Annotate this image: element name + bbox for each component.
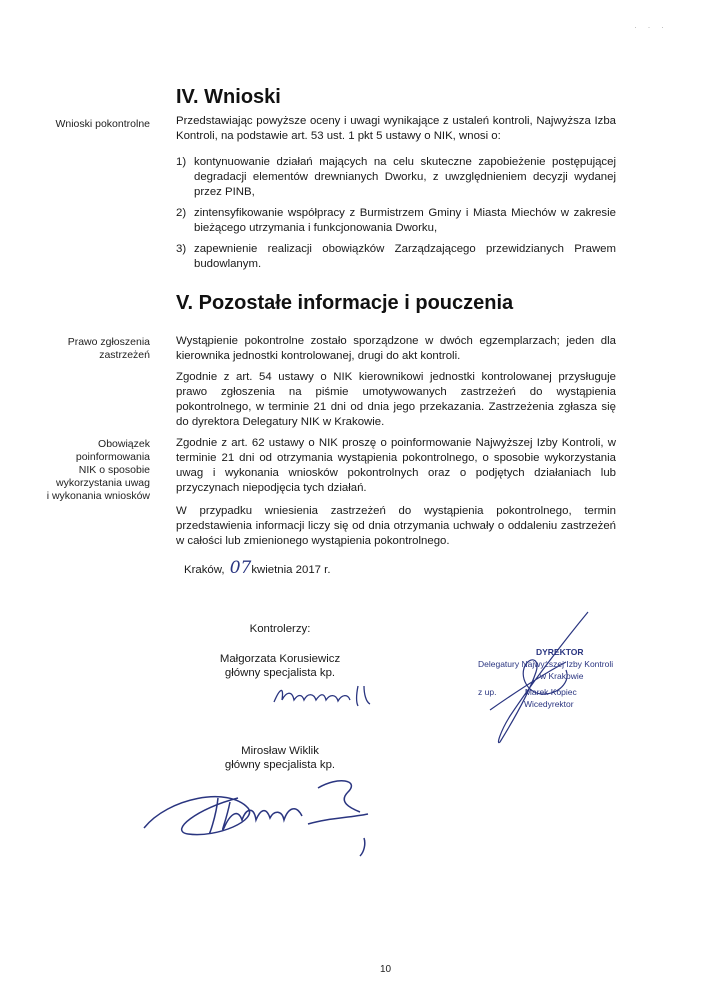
section-iv-title: IV. Wnioski <box>176 86 281 108</box>
signature-2 <box>138 768 408 878</box>
signatory-2-name: Mirosław Wiklik <box>241 745 319 757</box>
signature-1 <box>270 680 380 710</box>
page-number: 10 <box>380 964 392 975</box>
paragraph-art62: Zgodnie z art. 62 ustawy o NIK proszę o poinformowanie Najwyższej Izby Kontroli, w terminie 21 dni od otrzymania wystąpienia pokontrolnego, o sposobie wykorzystania uwag i wykonania wniosków pokontrolnych oraz o podjętych działaniach lub przyczynach niepodjęcia tych działań. <box>176 437 616 494</box>
scan-mark: · · · <box>634 22 668 32</box>
signatory-2-title: główny specjalista kp. <box>224 759 336 771</box>
signatories-heading: Kontrolerzy: <box>249 623 311 635</box>
side-label-obowiazek: Obowiązek poinformowania NIK o sposobie wykorzystania uwag i wykonania wniosków <box>46 438 150 502</box>
signatory-1-title: główny specjalista kp. <box>224 667 336 679</box>
section-v-title: V. Pozostałe informacje i pouczenia <box>176 292 514 314</box>
signatory-1-name: Małgorzata Korusiewicz <box>219 653 341 665</box>
conclusion-item-3: 3) zapewnienie realizacji obowiązków Zarządzającego przewidzianych Prawem budowlanym. <box>176 243 616 270</box>
side-label-zastrzezenia: Prawo zgłoszenia zastrzeżeń <box>67 336 150 361</box>
conclusion-item-2: 2) zintensyfikowanie współpracy z Burmistrzem Gminy i Miasta Miechów w zakresie bieżącego utrzymania i funkcjonowania Dworku, <box>176 207 616 234</box>
conclusion-item-1: 1) kontynuowanie działań mających na celu skuteczne zapobieżenie postępującej degradacji elementów drewnianych Dworku, z uwzględnieniem decyzji wydanej przez PINB, <box>176 156 616 198</box>
director-stamp: DYREKTOR Delegatury Najwyższej Izby Kontroli w Krakowie z up. Marek Kopiec Wicedyrektor <box>478 647 614 709</box>
section-iv-intro: Przedstawiając powyższe oceny i uwagi wynikające z ustaleń kontroli, Najwyższa Izba Kontroli, na podstawie art. 53 ust. 1 pkt 5 ustawy o NIK, wnosi o: <box>176 115 616 142</box>
paragraph-art54: Zgodnie z art. 54 ustawy o NIK kierownikowi jednostki kontrolowanej przysługuje prawo zgłoszenia na piśmie umotywowanych zastrzeżeń do wystąpienia pokontrolnego, w terminie 21 dni od dnia jego przekazania. Zastrzeżenia zgłasza się do dyrektora Delegatury NIK w Krakowie. <box>176 371 616 428</box>
side-label-wnioski: Wnioski pokontrolne <box>55 118 150 130</box>
date-line: Kraków, 07kwietnia 2017 r. <box>184 558 331 578</box>
paragraph-deadline: W przypadku wniesienia zastrzeżeń do wystąpienia pokontrolnego, termin przedstawienia informacji liczy się od dnia otrzymania uchwały o oddaleniu zastrzeżeń w całości lub zmienionego wystąpienia pokontrolnego. <box>176 505 616 547</box>
handwritten-day: 07 <box>229 558 252 578</box>
paragraph-copies: Wystąpienie pokontrolne zostało sporządzone w dwóch egzemplarzach; jeden dla kierownika jednostki kontrolowanej, drugi do akt kontroli. <box>176 335 616 362</box>
